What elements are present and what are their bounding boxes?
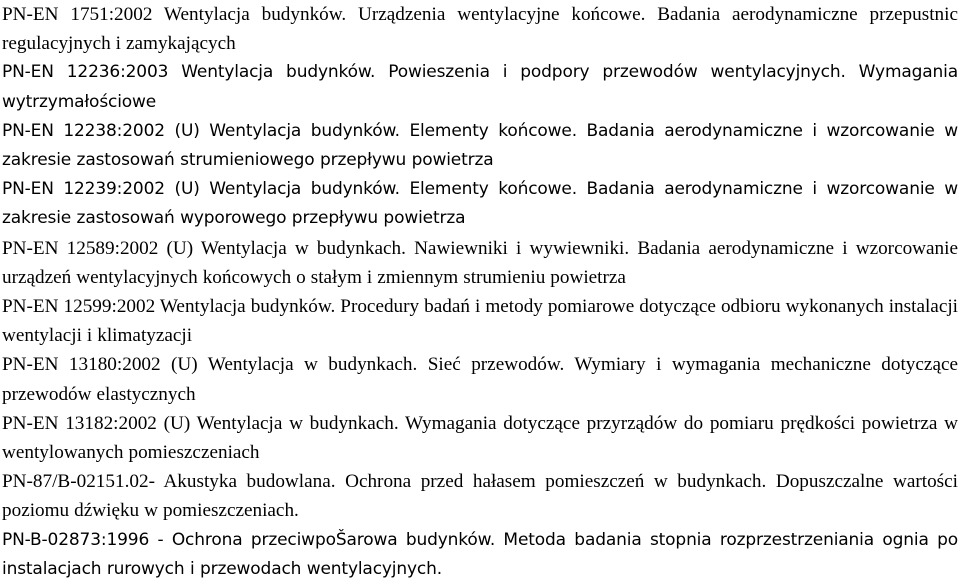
standard-entry-pn-87-b-02151: PN-87/B-02151.02- Akustyka budowlana. Ochrona przed hałasem pomieszczeń w budynkach. Dopuszczalne wartości poziomu dźwięku w pomieszczeniach. — [2, 471, 958, 522]
standard-entry-en-12599: PN-EN 12599:2002 Wentylacja budynków. Procedury badań i metody pomiarowe dotyczące odbioru wykonanych instalacji wentylacji i klimatyzacji — [2, 296, 958, 347]
standard-entry-en-12238: PN-EN 12238:2002 (U) Wentylacja budynków. Elementy końcowe. Badania aerodynamiczne i wzorcowanie w zakresie zastosowań strumieniowego przepływu powietrza — [2, 120, 958, 171]
standard-entry-en-12589: PN-EN 12589:2002 (U) Wentylacja w budynkach. Nawiewniki i wywiewniki. Badania aerodynamiczne i wzorcowanie urządzeń wentylacyjnych końcowych o stałym i zmiennym strumieniu powietrza — [2, 237, 958, 288]
standard-entry-en-1751: PN-EN 1751:2002 Wentylacja budynków. Urządzenia wentylacyjne końcowe. Badania aerodynamiczne przepustnic regulacyjnych i zamykających — [2, 4, 958, 55]
standard-entry-en-12236: PN-EN 12236:2003 Wentylacja budynków. Powieszenia i podpory przewodów wentylacyjnych. Wymagania wytrzymałościowe — [2, 62, 958, 112]
standard-entry-en-13180: PN-EN 13180:2002 (U) Wentylacja w budynkach. Sieć przewodów. Wymiary i wymagania mechaniczne dotyczące przewodów elastycznych — [2, 354, 958, 405]
standard-entry-en-13182: PN-EN 13182:2002 (U) Wentylacja w budynkach. Wymagania dotyczące przyrządów do pomiaru prędkości powietrza w wentylowanych pomieszczeniach — [2, 412, 958, 464]
standard-entry-pn-b-02873: PN-B-02873:1996 - Ochrona przeciwpoŠarowa budynków. Metoda badania stopnia rozprzestrzeniania ognia po instalacjach rurowych i przewodach wentylacyjnych. — [2, 529, 958, 579]
standard-entry-en-12239: PN-EN 12239:2002 (U) Wentylacja budynków. Elementy końcowe. Badania aerodynamiczne i wzorcowanie w zakresie zastosowań wyporowego przepływu powietrza — [2, 179, 958, 229]
